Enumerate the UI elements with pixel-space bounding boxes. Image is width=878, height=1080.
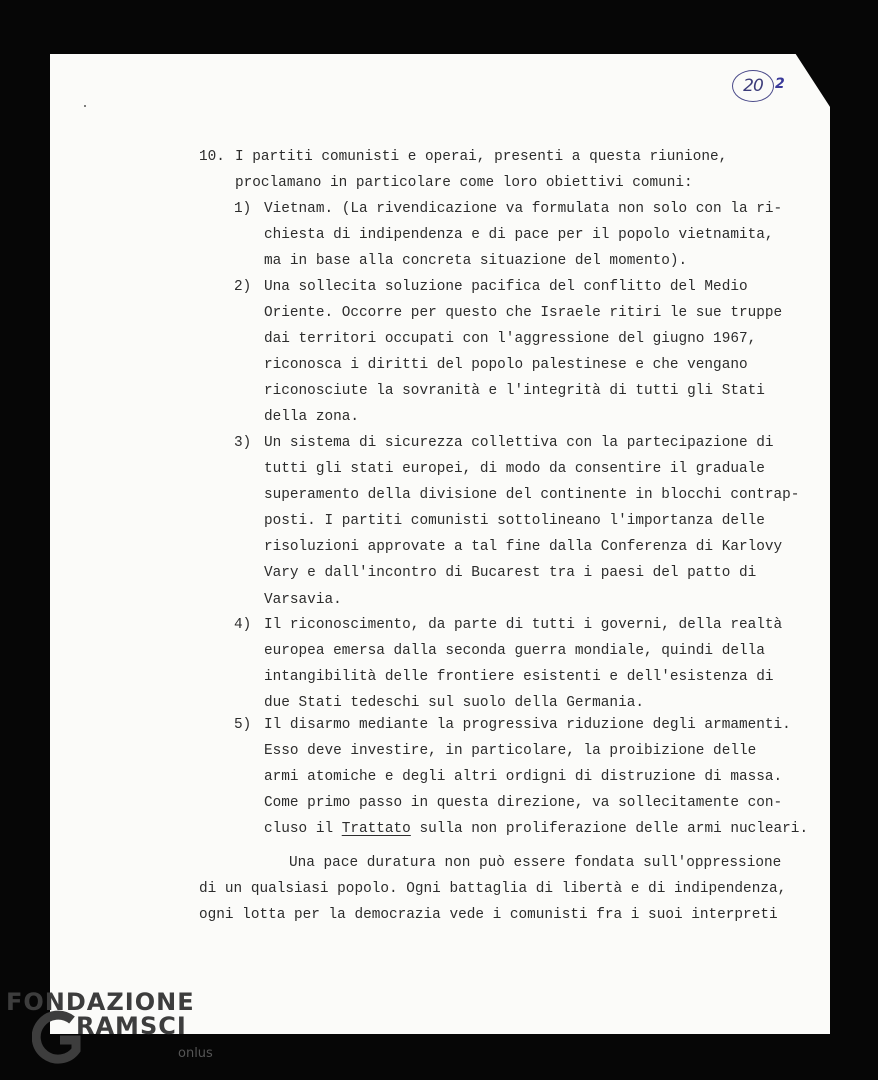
item-1 — [234, 196, 782, 274]
text-line: europea emersa dalla seconda guerra mondiale, quindi della — [264, 643, 765, 660]
page-number-extra: 2 — [775, 76, 785, 92]
item-number: 3) — [234, 435, 252, 451]
text-line: ogni lotta per la democrazia vede i comunisti fra i suoi interpreti — [199, 907, 778, 924]
paper-speck — [84, 105, 86, 107]
text-line: posti. I partiti comunisti sottolineano l'importanza delle — [264, 513, 765, 530]
text-line: proclamano in particolare come loro obiettivi comuni: — [235, 175, 693, 192]
text-line: tutti gli stati europei, di modo da consentire il graduale — [264, 461, 765, 478]
text-line: riconosca i diritti del popolo palestinese e che vengano — [264, 357, 748, 374]
text-line: intangibilità delle frontiere esistenti e dell'esistenza di — [264, 669, 774, 686]
text-line: Un sistema di sicurezza collettiva con la partecipazione di — [264, 435, 774, 451]
underlined-word: Trattato — [341, 821, 411, 838]
item-number: 1) — [234, 201, 252, 217]
text-line: chiesta di indipendenza e di pace per il popolo vietnamita, — [264, 227, 774, 244]
text-line: di un qualsiasi popolo. Ogni battaglia di libertà e di indipendenza, — [199, 881, 787, 898]
text-line: Una sollecita soluzione pacifica del conflitto del Medio — [264, 279, 748, 295]
text-line: I partiti comunisti e operai, presenti a questa riunione, — [235, 149, 728, 165]
item-number: 5) — [234, 717, 252, 733]
item-4 — [234, 612, 782, 716]
text-line: Il riconoscimento, da parte di tutti i governi, della realtà — [264, 617, 783, 633]
text-line: Il disarmo mediante la progressiva riduzione degli armamenti. — [264, 717, 791, 733]
logo-g-icon — [32, 1010, 82, 1070]
page-number-circled: 20 — [732, 70, 774, 102]
item-number: 2) — [234, 279, 252, 295]
text-line: dai territori occupati con l'aggressione del giugno 1967, — [264, 331, 757, 348]
text-line: ma in base alla concreta situazione del momento). — [264, 253, 688, 270]
item-2 — [234, 274, 782, 431]
item-3 — [234, 430, 799, 613]
text-line: della zona. — [264, 409, 359, 426]
text-line: due Stati tedeschi sul suolo della Germania. — [264, 695, 644, 712]
text-line: riconosciute la sovranità e l'integrità di tutti gli Stati — [264, 383, 765, 400]
text-line-with-underline — [264, 816, 808, 842]
closing-paragraph — [199, 850, 786, 928]
text-segment: cluso il — [264, 821, 342, 838]
item-number: 4) — [234, 617, 252, 633]
text-line: armi atomiche e degli altri ordigni di distruzione di massa. — [264, 769, 783, 786]
logo-text-line2: RAMSCI — [76, 1012, 187, 1040]
text-line: Oriente. Occorre per questo che Israele ritiri le sue truppe — [264, 305, 783, 322]
item-10 — [199, 144, 727, 196]
logo-text-line1: FONDAZIONE — [6, 988, 195, 1016]
text-line: superamento della divisione del continente in blocchi contrap- — [264, 487, 800, 504]
logo-suffix: onlus — [178, 1046, 213, 1061]
text-line: risoluzioni approvate a tal fine dalla Conferenza di Karlovy — [264, 539, 783, 556]
text-line: Vietnam. (La rivendicazione va formulata non solo con la ri- — [264, 201, 783, 217]
text-line: Esso deve investire, in particolare, la proibizione delle — [264, 743, 757, 760]
text-segment: sulla non proliferazione delle armi nucleari. — [410, 821, 809, 838]
item-5 — [234, 712, 808, 842]
item-number: 10. — [199, 149, 225, 165]
text-line: Varsavia. — [264, 591, 342, 608]
text-line: Come primo passo in questa direzione, va sollecitamente con- — [264, 795, 783, 812]
text-line: Una pace duratura non può essere fondata sull'oppressione — [289, 855, 782, 871]
fondazione-gramsci-logo — [6, 988, 226, 1078]
text-line: Vary e dall'incontro di Bucarest tra i paesi del patto di — [264, 565, 757, 582]
